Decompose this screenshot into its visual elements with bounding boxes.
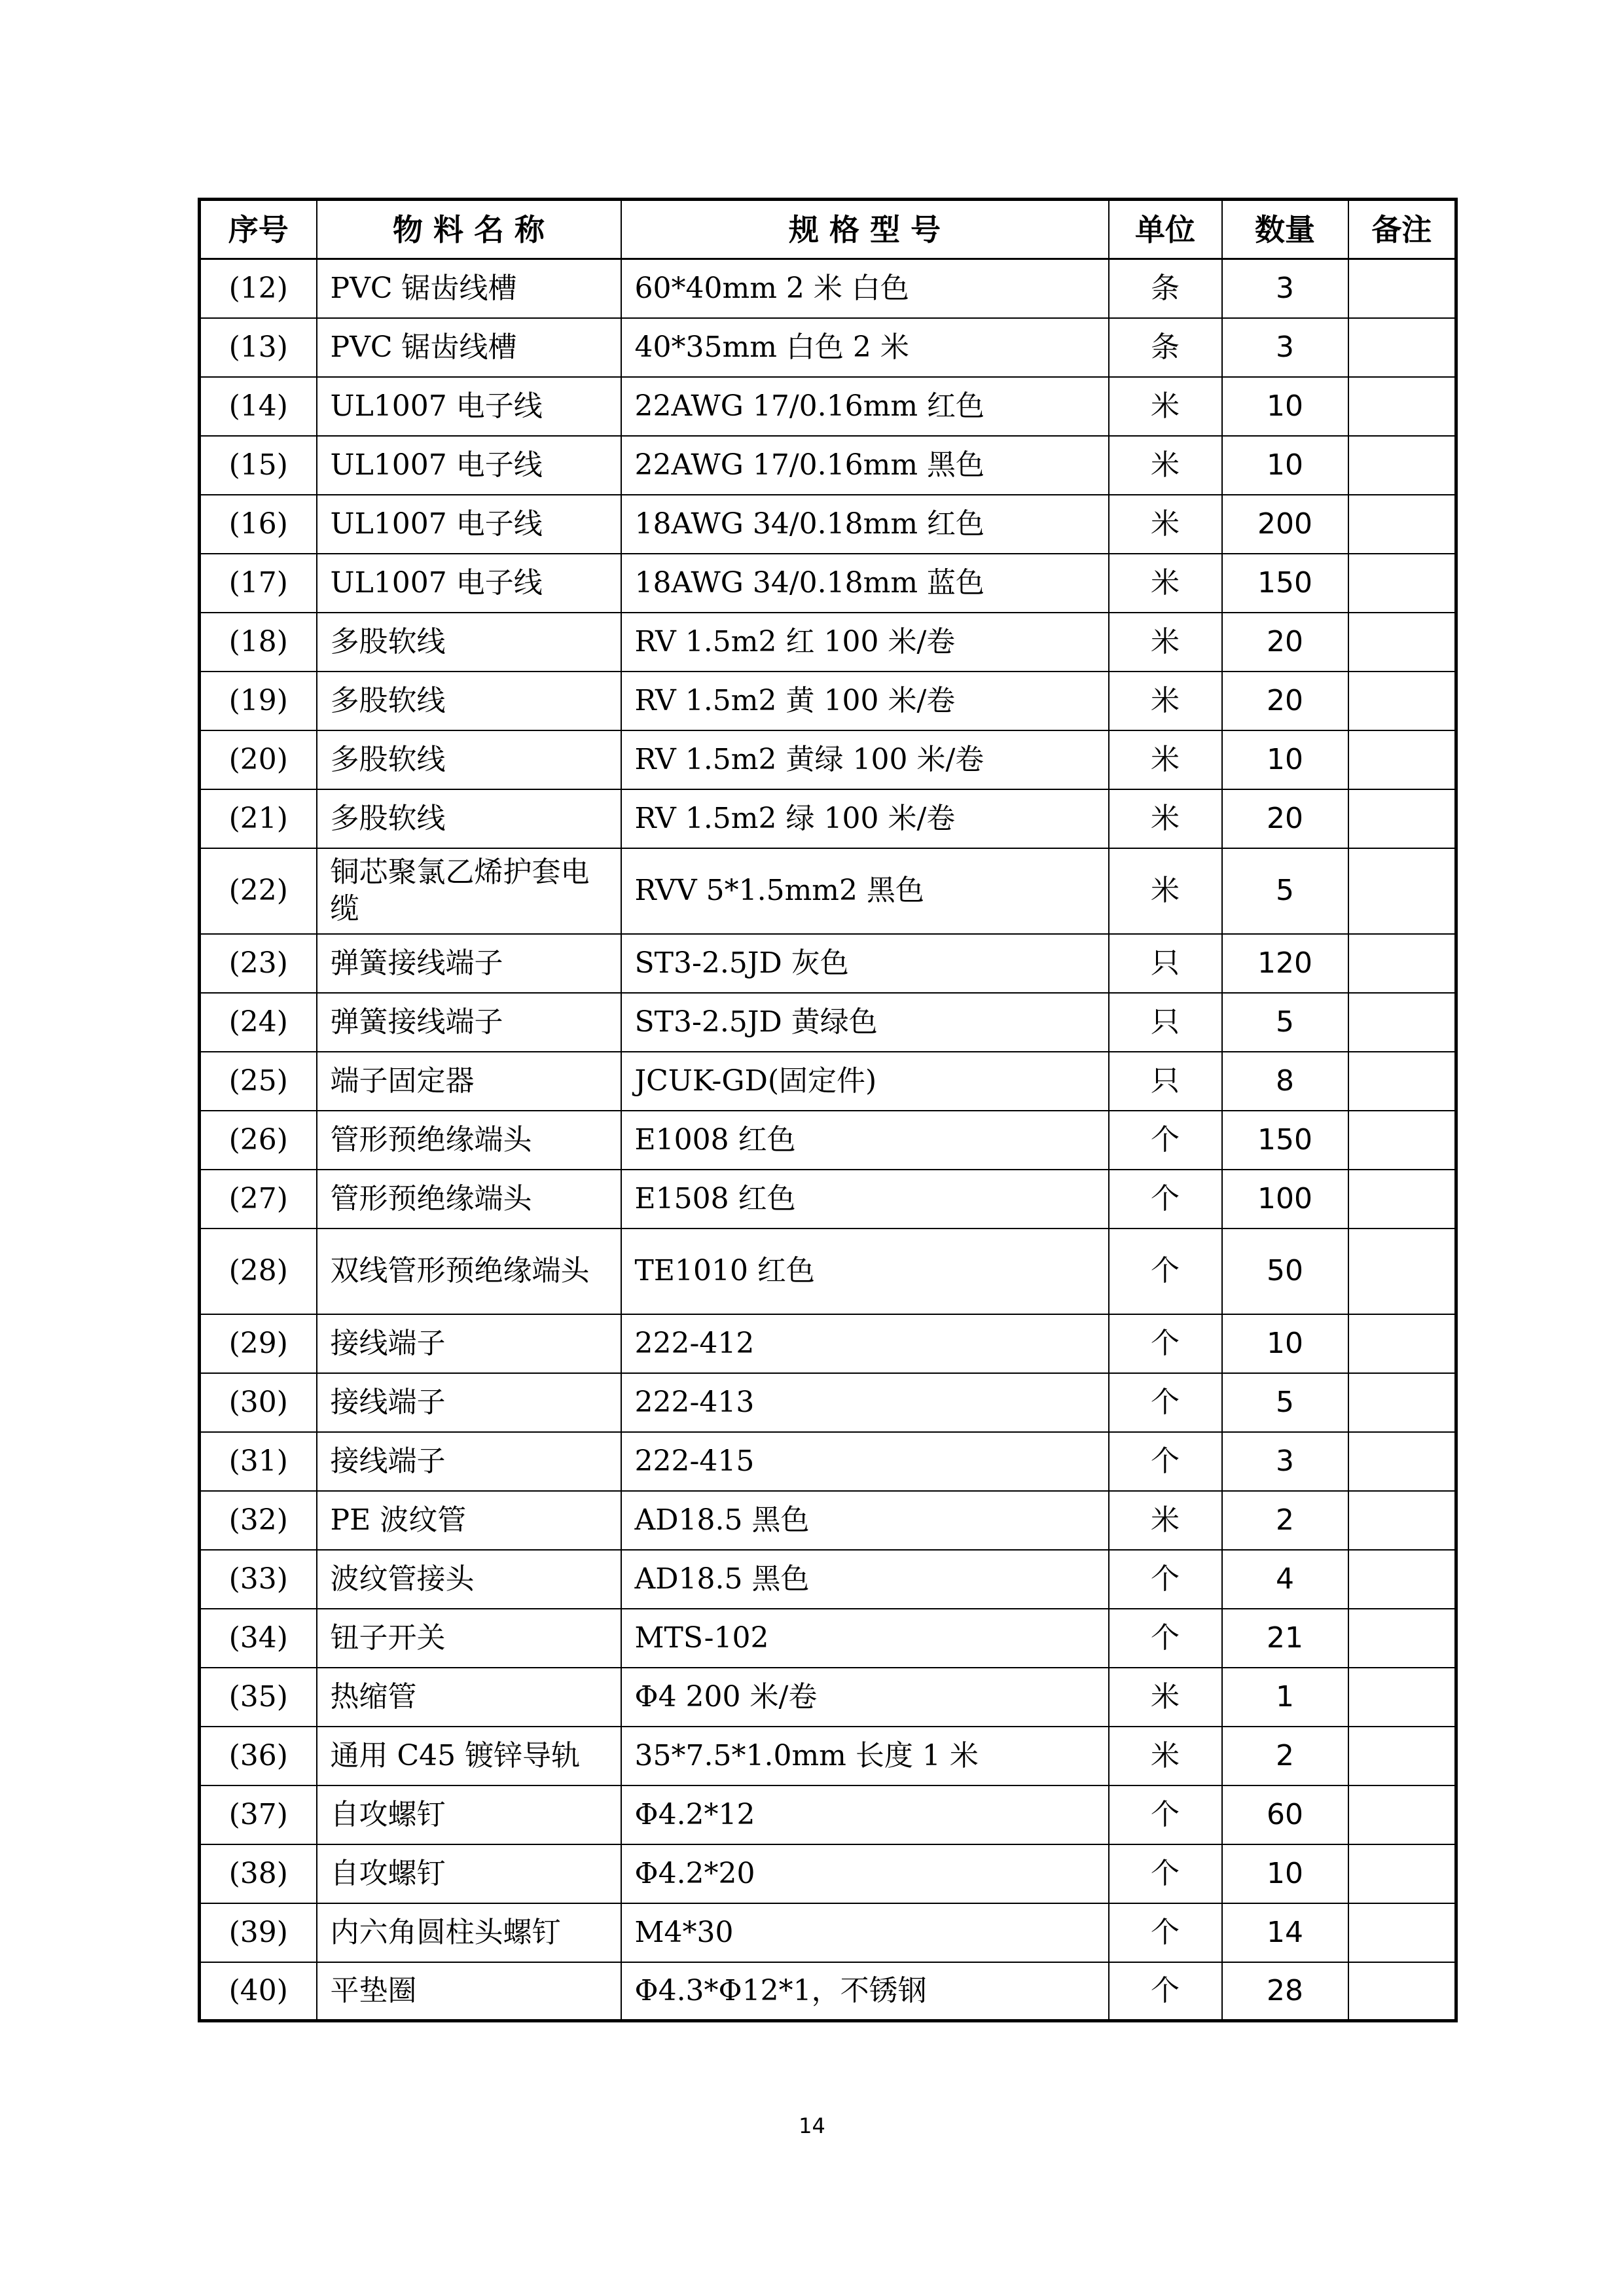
table-row	[200, 1609, 1456, 1668]
table-row	[200, 377, 1456, 436]
cell-spec: RV 1.5m2 黄绿 100 米/卷	[621, 730, 1109, 789]
cell-qty: 5	[1222, 993, 1348, 1052]
table-row	[200, 318, 1456, 377]
cell-name: 自攻螺钉	[317, 1844, 621, 1903]
cell-qty: 4	[1222, 1550, 1348, 1609]
cell-unit: 个	[1109, 1432, 1222, 1491]
table-row	[200, 259, 1456, 318]
cell-qty: 60	[1222, 1785, 1348, 1844]
cell-unit: 个	[1109, 1609, 1222, 1668]
cell-seq: (12)	[200, 259, 317, 318]
cell-spec: RVV 5*1.5mm2 黑色	[621, 848, 1109, 934]
cell-unit: 米	[1109, 1491, 1222, 1550]
cell-unit: 个	[1109, 1962, 1222, 2021]
cell-note	[1348, 1314, 1456, 1373]
cell-seq: (16)	[200, 495, 317, 554]
table-row	[200, 1373, 1456, 1432]
table-row	[200, 1432, 1456, 1491]
table-row	[200, 554, 1456, 613]
cell-note	[1348, 1962, 1456, 2021]
cell-note	[1348, 789, 1456, 848]
table-row	[200, 1844, 1456, 1903]
cell-qty: 10	[1222, 1314, 1348, 1373]
header-unit: 单位	[1109, 200, 1222, 259]
cell-seq: (24)	[200, 993, 317, 1052]
cell-unit: 只	[1109, 1052, 1222, 1111]
cell-unit: 米	[1109, 613, 1222, 672]
cell-unit: 个	[1109, 1785, 1222, 1844]
cell-spec: E1508 红色	[621, 1170, 1109, 1229]
cell-unit: 条	[1109, 259, 1222, 318]
cell-qty: 2	[1222, 1727, 1348, 1785]
page-number: 14	[799, 2113, 825, 2138]
cell-note	[1348, 1785, 1456, 1844]
table-row	[200, 613, 1456, 672]
cell-seq: (35)	[200, 1668, 317, 1727]
cell-seq: (27)	[200, 1170, 317, 1229]
cell-spec: MTS-102	[621, 1609, 1109, 1668]
cell-note	[1348, 613, 1456, 672]
cell-unit: 个	[1109, 1314, 1222, 1373]
cell-name: 通用 C45 镀锌导轨	[317, 1727, 621, 1785]
table-row	[200, 1229, 1456, 1314]
cell-seq: (21)	[200, 789, 317, 848]
cell-note	[1348, 1844, 1456, 1903]
cell-qty: 50	[1222, 1229, 1348, 1314]
cell-qty: 20	[1222, 613, 1348, 672]
cell-seq: (40)	[200, 1962, 317, 2021]
table-row	[200, 1314, 1456, 1373]
table-row	[200, 848, 1456, 934]
table-row	[200, 1962, 1456, 2021]
header-seq: 序号	[200, 200, 317, 259]
cell-spec: 35*7.5*1.0mm 长度 1 米	[621, 1727, 1109, 1785]
cell-note	[1348, 672, 1456, 730]
cell-note	[1348, 1491, 1456, 1550]
table-row	[200, 672, 1456, 730]
cell-unit: 个	[1109, 1111, 1222, 1170]
cell-seq: (36)	[200, 1727, 317, 1785]
cell-qty: 150	[1222, 1111, 1348, 1170]
cell-unit: 个	[1109, 1550, 1222, 1609]
cell-spec: Φ4.3*Φ12*1，不锈钢	[621, 1962, 1109, 2021]
cell-unit: 米	[1109, 730, 1222, 789]
cell-spec: 40*35mm 白色 2 米	[621, 318, 1109, 377]
header-qty: 数量	[1222, 200, 1348, 259]
cell-seq: (23)	[200, 934, 317, 993]
cell-seq: (18)	[200, 613, 317, 672]
cell-name: PE 波纹管	[317, 1491, 621, 1550]
cell-note	[1348, 993, 1456, 1052]
cell-note	[1348, 1727, 1456, 1785]
cell-seq: (20)	[200, 730, 317, 789]
cell-spec: 18AWG 34/0.18mm 蓝色	[621, 554, 1109, 613]
table-row	[200, 730, 1456, 789]
table-row	[200, 436, 1456, 495]
materials-table	[198, 198, 1458, 2022]
cell-spec: RV 1.5m2 绿 100 米/卷	[621, 789, 1109, 848]
header-name: 物 料 名 称	[317, 200, 621, 259]
cell-spec: 60*40mm 2 米 白色	[621, 259, 1109, 318]
header-spec: 规 格 型 号	[621, 200, 1109, 259]
cell-seq: (26)	[200, 1111, 317, 1170]
table-row	[200, 1170, 1456, 1229]
cell-name: 多股软线	[317, 730, 621, 789]
cell-unit: 条	[1109, 318, 1222, 377]
cell-note	[1348, 1229, 1456, 1314]
table-row	[200, 1668, 1456, 1727]
cell-seq: (29)	[200, 1314, 317, 1373]
table-row	[200, 495, 1456, 554]
cell-qty: 10	[1222, 377, 1348, 436]
cell-spec: Φ4.2*20	[621, 1844, 1109, 1903]
cell-unit: 个	[1109, 1229, 1222, 1314]
cell-name: PVC 锯齿线槽	[317, 259, 621, 318]
cell-note	[1348, 1903, 1456, 1962]
cell-seq: (13)	[200, 318, 317, 377]
cell-qty: 20	[1222, 789, 1348, 848]
cell-note	[1348, 1609, 1456, 1668]
cell-seq: (22)	[200, 848, 317, 934]
cell-qty: 100	[1222, 1170, 1348, 1229]
cell-name: 铜芯聚氯乙烯护套电缆	[317, 848, 621, 934]
cell-spec: E1008 红色	[621, 1111, 1109, 1170]
cell-spec: AD18.5 黑色	[621, 1550, 1109, 1609]
cell-note	[1348, 1052, 1456, 1111]
cell-spec: RV 1.5m2 黄 100 米/卷	[621, 672, 1109, 730]
cell-spec: 18AWG 34/0.18mm 红色	[621, 495, 1109, 554]
cell-seq: (25)	[200, 1052, 317, 1111]
cell-name: 波纹管接头	[317, 1550, 621, 1609]
cell-name: 自攻螺钉	[317, 1785, 621, 1844]
cell-qty: 10	[1222, 436, 1348, 495]
cell-name: UL1007 电子线	[317, 377, 621, 436]
cell-name: 钮子开关	[317, 1609, 621, 1668]
header-note: 备注	[1348, 200, 1456, 259]
cell-spec: 222-415	[621, 1432, 1109, 1491]
table-row	[200, 1903, 1456, 1962]
cell-seq: (32)	[200, 1491, 317, 1550]
cell-name: 接线端子	[317, 1432, 621, 1491]
cell-unit: 米	[1109, 848, 1222, 934]
cell-qty: 1	[1222, 1668, 1348, 1727]
cell-spec: ST3-2.5JD 黄绿色	[621, 993, 1109, 1052]
cell-name: 多股软线	[317, 672, 621, 730]
cell-name: UL1007 电子线	[317, 554, 621, 613]
cell-spec: M4*30	[621, 1903, 1109, 1962]
cell-spec: TE1010 红色	[621, 1229, 1109, 1314]
cell-note	[1348, 554, 1456, 613]
cell-unit: 米	[1109, 789, 1222, 848]
cell-unit: 米	[1109, 495, 1222, 554]
cell-name: 管形预绝缘端头	[317, 1111, 621, 1170]
cell-qty: 5	[1222, 1373, 1348, 1432]
cell-note	[1348, 259, 1456, 318]
table-body	[200, 259, 1456, 2021]
table-row	[200, 1727, 1456, 1785]
cell-name: 平垫圈	[317, 1962, 621, 2021]
table-row	[200, 1052, 1456, 1111]
cell-note	[1348, 1668, 1456, 1727]
cell-qty: 200	[1222, 495, 1348, 554]
cell-note	[1348, 1111, 1456, 1170]
cell-qty: 28	[1222, 1962, 1348, 2021]
cell-note	[1348, 1432, 1456, 1491]
cell-name: PVC 锯齿线槽	[317, 318, 621, 377]
cell-qty: 21	[1222, 1609, 1348, 1668]
cell-spec: 222-413	[621, 1373, 1109, 1432]
cell-unit: 个	[1109, 1170, 1222, 1229]
cell-name: 多股软线	[317, 613, 621, 672]
cell-note	[1348, 1170, 1456, 1229]
cell-note	[1348, 848, 1456, 934]
cell-spec: ST3-2.5JD 灰色	[621, 934, 1109, 993]
cell-spec: AD18.5 黑色	[621, 1491, 1109, 1550]
cell-qty: 5	[1222, 848, 1348, 934]
cell-spec: Φ4 200 米/卷	[621, 1668, 1109, 1727]
cell-seq: (30)	[200, 1373, 317, 1432]
cell-seq: (39)	[200, 1903, 317, 1962]
cell-unit: 米	[1109, 672, 1222, 730]
cell-seq: (38)	[200, 1844, 317, 1903]
cell-note	[1348, 1550, 1456, 1609]
cell-spec: RV 1.5m2 红 100 米/卷	[621, 613, 1109, 672]
cell-name: 双线管形预绝缘端头	[317, 1229, 621, 1314]
table-row	[200, 934, 1456, 993]
cell-name: 管形预绝缘端头	[317, 1170, 621, 1229]
cell-note	[1348, 495, 1456, 554]
cell-qty: 10	[1222, 1844, 1348, 1903]
cell-unit: 个	[1109, 1373, 1222, 1432]
cell-seq: (17)	[200, 554, 317, 613]
cell-note	[1348, 318, 1456, 377]
cell-qty: 20	[1222, 672, 1348, 730]
cell-unit: 米	[1109, 1727, 1222, 1785]
cell-unit: 个	[1109, 1844, 1222, 1903]
cell-spec: 222-412	[621, 1314, 1109, 1373]
cell-seq: (33)	[200, 1550, 317, 1609]
cell-qty: 3	[1222, 1432, 1348, 1491]
cell-spec: 22AWG 17/0.16mm 黑色	[621, 436, 1109, 495]
cell-unit: 只	[1109, 934, 1222, 993]
cell-unit: 只	[1109, 993, 1222, 1052]
cell-note	[1348, 730, 1456, 789]
cell-name: 弹簧接线端子	[317, 934, 621, 993]
cell-seq: (15)	[200, 436, 317, 495]
cell-name: 内六角圆柱头螺钉	[317, 1903, 621, 1962]
cell-note	[1348, 1373, 1456, 1432]
cell-name: 接线端子	[317, 1314, 621, 1373]
cell-qty: 8	[1222, 1052, 1348, 1111]
cell-name: UL1007 电子线	[317, 436, 621, 495]
cell-seq: (31)	[200, 1432, 317, 1491]
cell-unit: 个	[1109, 1903, 1222, 1962]
cell-name: 热缩管	[317, 1668, 621, 1727]
cell-seq: (28)	[200, 1229, 317, 1314]
cell-unit: 米	[1109, 554, 1222, 613]
table-row	[200, 1550, 1456, 1609]
cell-name: 多股软线	[317, 789, 621, 848]
cell-qty: 150	[1222, 554, 1348, 613]
cell-unit: 米	[1109, 436, 1222, 495]
cell-qty: 2	[1222, 1491, 1348, 1550]
cell-note	[1348, 934, 1456, 993]
cell-qty: 14	[1222, 1903, 1348, 1962]
table-row	[200, 993, 1456, 1052]
cell-seq: (37)	[200, 1785, 317, 1844]
table-header	[200, 200, 1456, 259]
cell-seq: (14)	[200, 377, 317, 436]
cell-name: UL1007 电子线	[317, 495, 621, 554]
cell-note	[1348, 436, 1456, 495]
cell-name: 接线端子	[317, 1373, 621, 1432]
table-row	[200, 1491, 1456, 1550]
cell-unit: 米	[1109, 377, 1222, 436]
cell-spec: JCUK-GD(固定件)	[621, 1052, 1109, 1111]
cell-qty: 120	[1222, 934, 1348, 993]
cell-note	[1348, 377, 1456, 436]
cell-qty: 3	[1222, 318, 1348, 377]
cell-seq: (34)	[200, 1609, 317, 1668]
cell-spec: 22AWG 17/0.16mm 红色	[621, 377, 1109, 436]
table-row	[200, 1785, 1456, 1844]
cell-qty: 3	[1222, 259, 1348, 318]
table-row	[200, 1111, 1456, 1170]
cell-name: 弹簧接线端子	[317, 993, 621, 1052]
cell-spec: Φ4.2*12	[621, 1785, 1109, 1844]
cell-seq: (19)	[200, 672, 317, 730]
cell-name: 端子固定器	[317, 1052, 621, 1111]
header-row	[200, 200, 1456, 259]
table-row	[200, 789, 1456, 848]
cell-unit: 米	[1109, 1668, 1222, 1727]
cell-qty: 10	[1222, 730, 1348, 789]
